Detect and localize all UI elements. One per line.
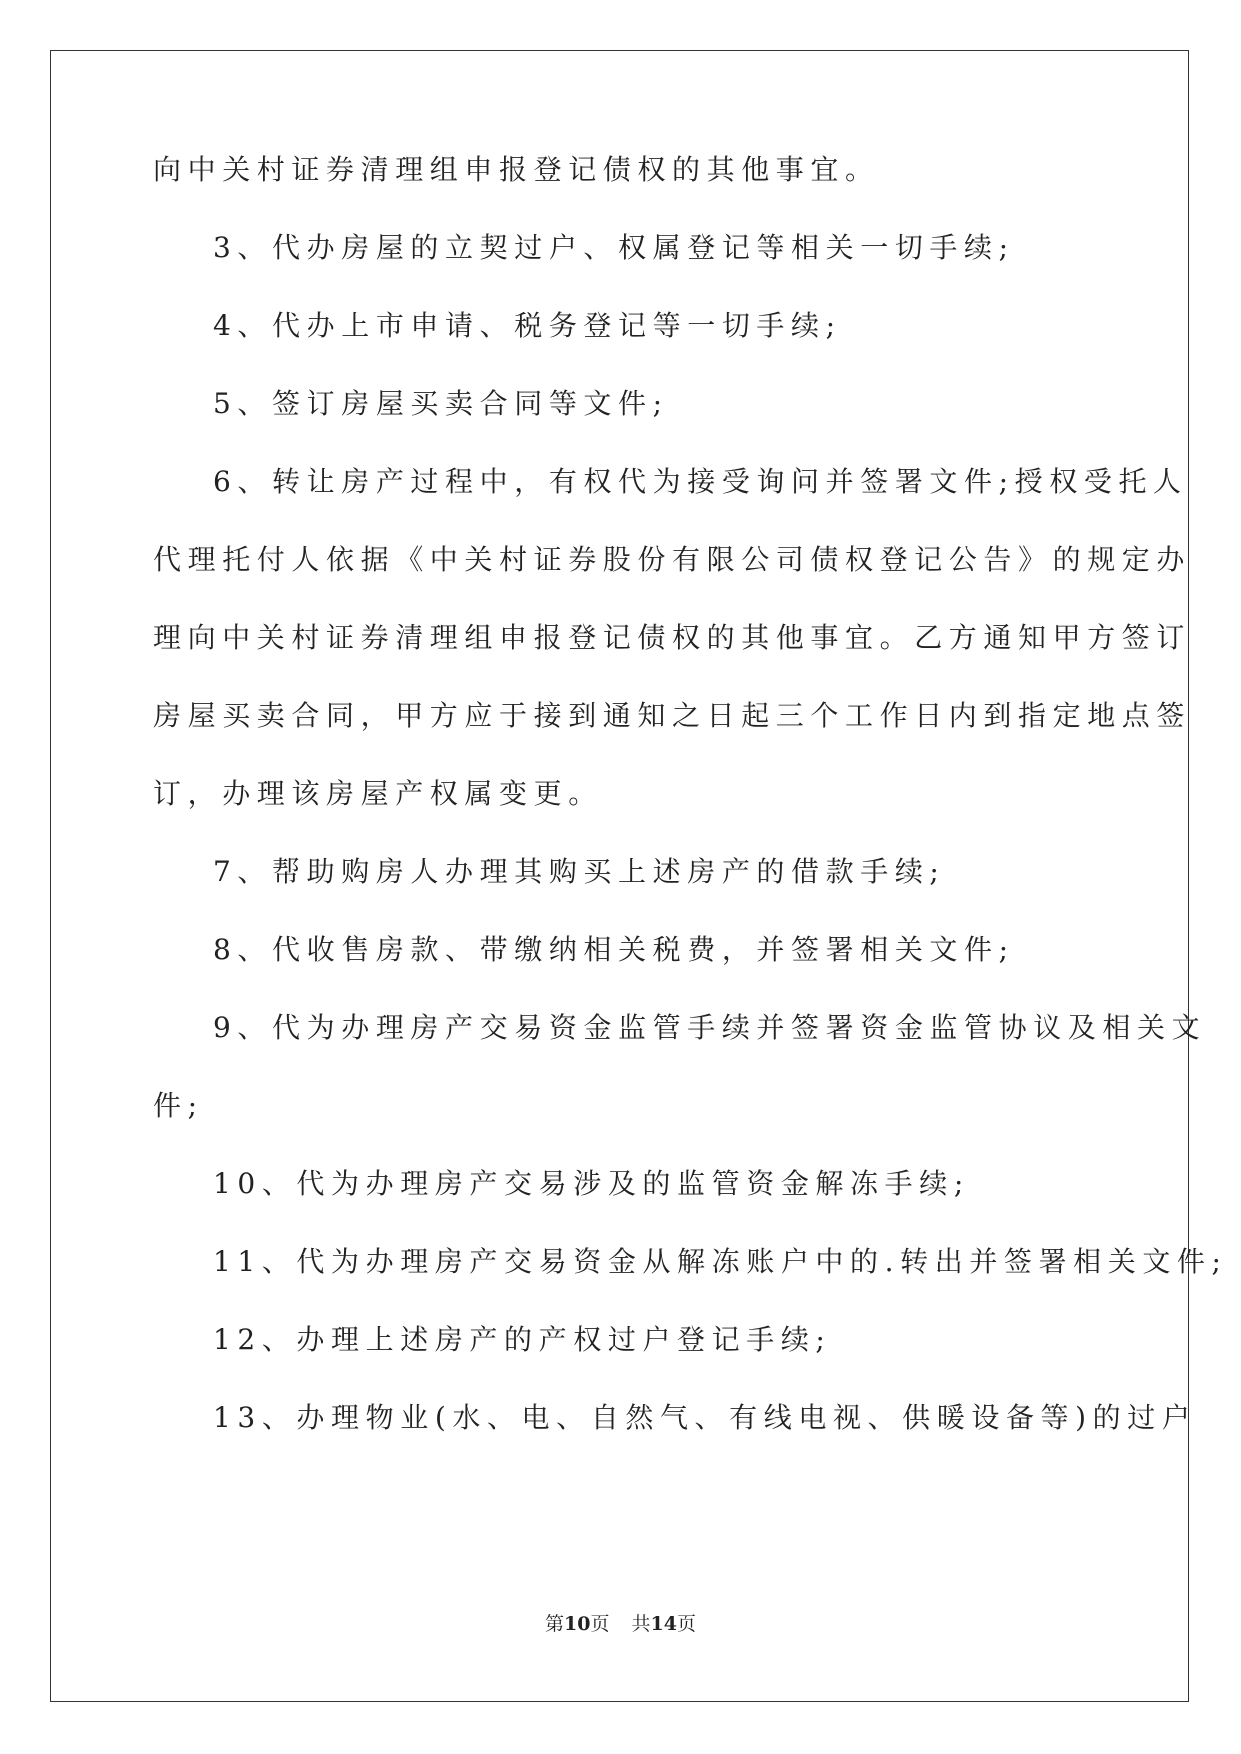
text-line: 房屋买卖合同，甲方应于接到通知之日起三个工作日内到指定地点签 <box>153 699 1192 732</box>
text-line: 11、代为办理房产交易资金从解冻账户中的.转出并签署相关文件; <box>213 1245 1228 1278</box>
page-number-current: 10 <box>564 1613 591 1635</box>
text-line: 10、代为办理房产交易涉及的监管资金解冻手续; <box>213 1167 970 1200</box>
text-line: 5、签订房屋买卖合同等文件; <box>213 387 669 420</box>
total-label-prefix: 共 <box>631 1613 651 1635</box>
text-line: 4、代办上市申请、税务登记等一切手续; <box>213 309 842 342</box>
text-line: 代理托付人依据《中关村证券股份有限公司债权登记公告》的规定办 <box>153 543 1192 576</box>
text-line: 8、代收售房款、带缴纳相关税费，并签署相关文件; <box>213 933 1015 966</box>
page-footer <box>0 1612 1241 1636</box>
text-line: 6、转让房产过程中，有权代为接受询问并签署文件;授权受托人 <box>213 465 1188 498</box>
text-line: 订，办理该房屋产权属变更。 <box>153 777 603 810</box>
text-line: 12、办理上述房产的产权过户登记手续; <box>213 1323 832 1356</box>
text-line: 7、帮助购房人办理其购买上述房产的借款手续; <box>213 855 946 888</box>
total-label-suffix: 页 <box>676 1613 696 1635</box>
text-line: 9、代为办理房产交易资金监管手续并签署资金监管协议及相关文 <box>213 1011 1207 1044</box>
text-line: 3、代办房屋的立契过户、权属登记等相关一切手续; <box>213 231 1015 264</box>
text-line: 向中关村证券清理组申报登记债权的其他事宜。 <box>153 153 880 186</box>
page-number-total: 14 <box>650 1613 677 1635</box>
page-label-suffix: 页 <box>590 1613 610 1635</box>
text-line: 13、办理物业(水、电、自然气、有线电视、供暖设备等)的过户 <box>213 1401 1197 1434</box>
text-line: 理向中关村证券清理组申报登记债权的其他事宜。乙方通知甲方签订 <box>153 621 1192 654</box>
page-label-prefix: 第 <box>545 1613 565 1635</box>
text-line: 件; <box>153 1089 204 1122</box>
